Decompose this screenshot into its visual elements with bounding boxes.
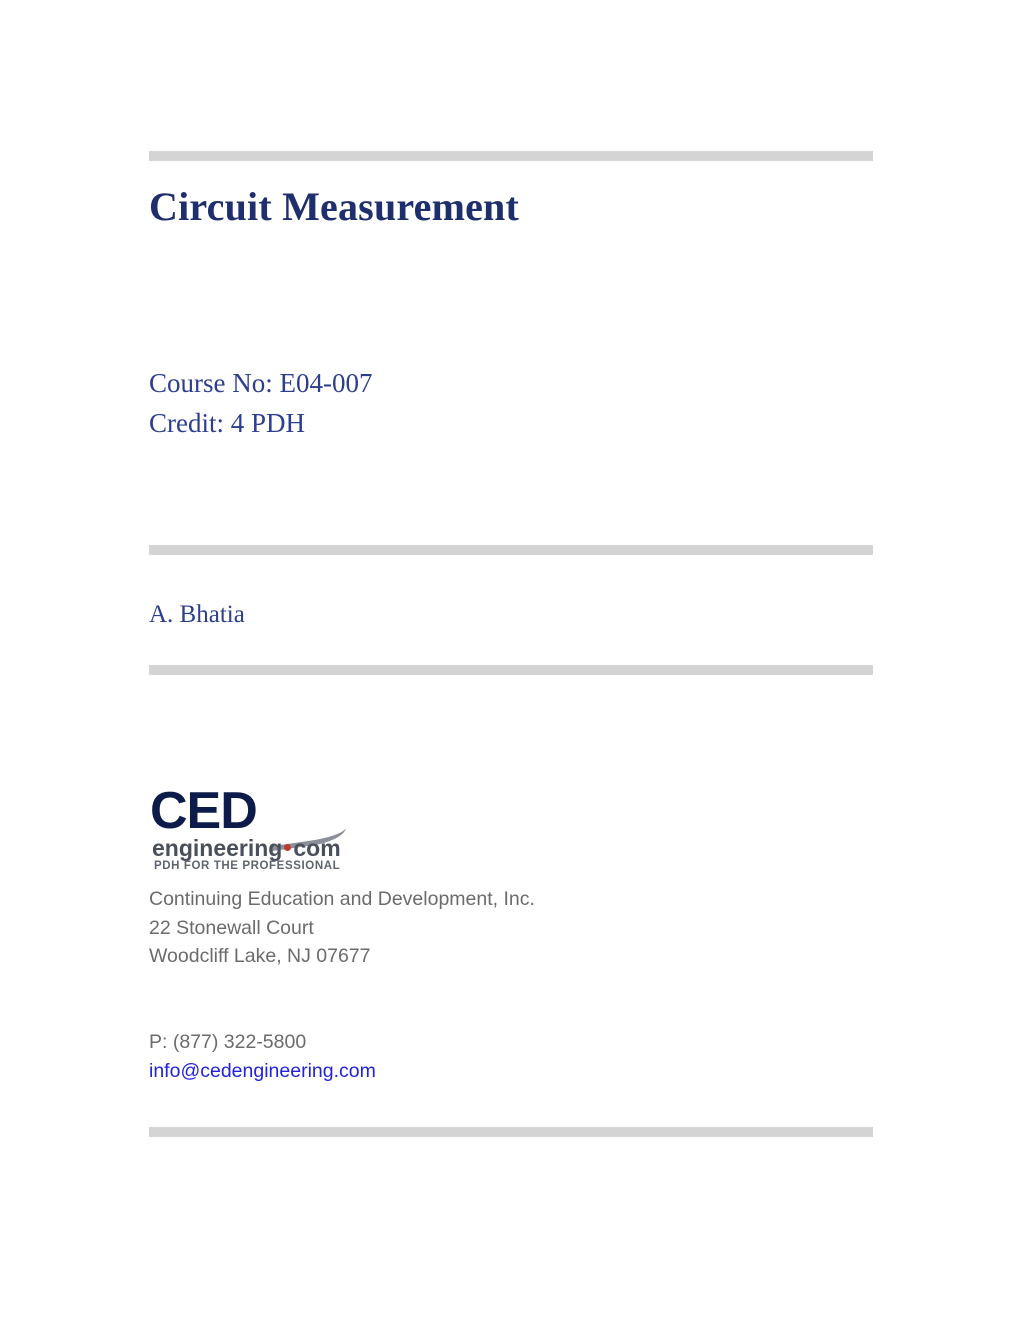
contact-info xyxy=(149,1028,376,1085)
contact-email-link[interactable]: info@cedengineering.com xyxy=(149,1059,376,1082)
logo-ced-text: CED xyxy=(150,782,257,840)
logo-word-com: com xyxy=(293,835,341,861)
course-credit: Credit: 4 PDH xyxy=(149,408,306,438)
ced-engineering-logo xyxy=(150,782,350,872)
divider-below-author xyxy=(149,665,873,675)
organization-street: 22 Stonewall Court xyxy=(149,916,314,939)
author-name: A. Bhatia xyxy=(149,601,245,628)
organization-address xyxy=(149,885,535,971)
divider-top xyxy=(149,151,873,161)
contact-phone: P: (877) 322-5800 xyxy=(149,1031,307,1053)
organization-name: Continuing Education and Development, Inc. xyxy=(149,888,535,910)
divider-bottom xyxy=(149,1127,873,1137)
course-number: Course No: E04-007 xyxy=(149,368,373,398)
page-title: Circuit Measurement xyxy=(149,184,520,229)
logo-wordmark xyxy=(152,836,341,860)
logo-tagline: PDH FOR THE PROFESSIONAL xyxy=(154,860,341,872)
divider-above-author xyxy=(149,545,873,555)
logo-word-engineering: engineering xyxy=(152,835,283,861)
organization-city-state-zip: Woodcliff Lake, NJ 07677 xyxy=(149,945,371,967)
logo-dot-icon xyxy=(284,844,291,851)
course-info xyxy=(149,363,849,443)
